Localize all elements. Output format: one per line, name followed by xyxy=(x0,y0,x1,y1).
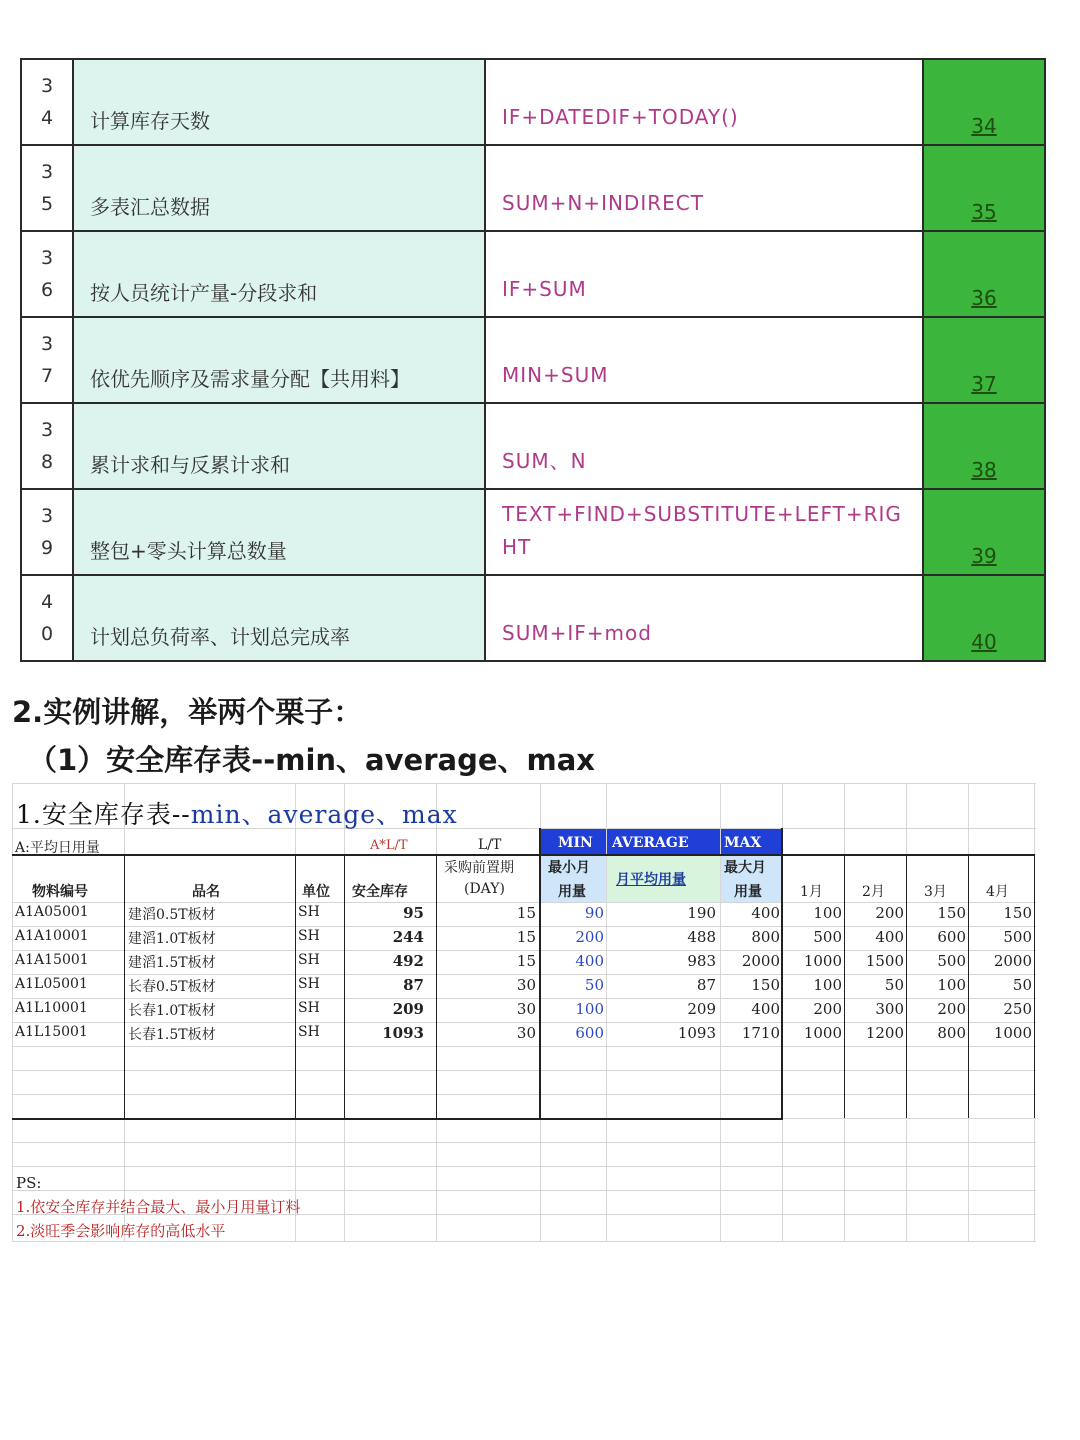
page-link-cell[interactable] xyxy=(923,317,1045,403)
cell-max: 1710 xyxy=(741,1024,780,1042)
cell-m1: 100 xyxy=(813,904,842,922)
grid-row-line xyxy=(12,950,1036,951)
col-avg: 月平均用量 xyxy=(616,872,686,888)
page-link-cell[interactable] xyxy=(923,575,1045,661)
label-al-formula: A*L/T xyxy=(370,838,408,853)
cell-min: 600 xyxy=(575,1024,604,1042)
index-row xyxy=(21,145,1045,231)
cell-m4: 150 xyxy=(1003,904,1032,922)
row-number-digit-2: 9 xyxy=(40,537,54,559)
grid-row-line xyxy=(12,1166,1036,1167)
sheet-title: 1.安全库存表--min、average、max xyxy=(16,800,458,829)
cell-safe: 492 xyxy=(392,952,424,970)
cell-m2: 50 xyxy=(884,976,904,994)
page-link-cell[interactable] xyxy=(923,489,1045,575)
cell-code: A1L15001 xyxy=(15,1024,88,1040)
page-link-cell[interactable] xyxy=(923,59,1045,145)
cell-m1: 1000 xyxy=(803,1024,842,1042)
col-month-3: 3月 xyxy=(924,884,947,900)
cell-max: 2000 xyxy=(741,952,780,970)
formula-cell: TEXT+FIND+SUBSTITUTE+LEFT+RIGHT xyxy=(485,489,923,575)
row-number-digit-2: 4 xyxy=(40,107,54,129)
grid-row-line xyxy=(12,1094,1036,1095)
data-col-border xyxy=(124,854,125,1118)
col-lead-time-unit: (DAY) xyxy=(464,881,505,897)
col-month-2: 2月 xyxy=(862,884,885,900)
cell-avg: 190 xyxy=(687,904,716,922)
cell-m2: 200 xyxy=(875,904,904,922)
row-number-digit-1: 3 xyxy=(40,161,54,183)
row-number xyxy=(21,575,73,661)
page-link-cell[interactable] xyxy=(923,403,1045,489)
cell-avg: 1093 xyxy=(677,1024,716,1042)
grid-row-line xyxy=(12,998,1036,999)
cell-m4: 2000 xyxy=(993,952,1032,970)
cell-m4: 1000 xyxy=(993,1024,1032,1042)
section-heading: 2.实例讲解，举两个栗子： xyxy=(12,695,363,729)
row-number-digit-1: 3 xyxy=(40,419,54,441)
index-row xyxy=(21,489,1045,575)
col-name: 品名 xyxy=(192,884,220,900)
row-number-digit-1: 3 xyxy=(40,333,54,355)
cell-avg: 87 xyxy=(696,976,716,994)
topic-cell: 整包+零头计算总数量 xyxy=(73,489,485,575)
hdr-min: MIN xyxy=(558,835,593,851)
cell-safe: 1093 xyxy=(382,1024,424,1042)
label-lt: L/T xyxy=(478,837,502,853)
row-number-digit-1: 4 xyxy=(40,591,54,613)
cell-m2: 1200 xyxy=(865,1024,904,1042)
subsection-heading: （1）安全库存表--min、average、max xyxy=(28,743,595,777)
col-month-1: 1月 xyxy=(800,884,823,900)
cell-max: 800 xyxy=(751,928,780,946)
grid-row-line xyxy=(12,926,1036,927)
cell-name: 建滔0.5T板材 xyxy=(128,907,216,923)
topic-cell: 计划总负荷率、计划总完成率 xyxy=(73,575,485,661)
data-col-border xyxy=(295,854,296,1118)
page-link[interactable]: 36 xyxy=(971,286,997,310)
cell-max: 150 xyxy=(751,976,780,994)
cell-m3: 100 xyxy=(937,976,966,994)
formula-cell: SUM+N+INDIRECT xyxy=(485,145,923,231)
topic-cell: 多表汇总数据 xyxy=(73,145,485,231)
cell-min: 200 xyxy=(575,928,604,946)
formula-cell: MIN+SUM xyxy=(485,317,923,403)
label-avg-daily: A:平均日用量 xyxy=(15,840,100,856)
formula-cell: IF+DATEDIF+TODAY() xyxy=(485,59,923,145)
row-number-digit-2: 8 xyxy=(40,451,54,473)
row-number-digit-1: 3 xyxy=(40,75,54,97)
index-row xyxy=(21,575,1045,661)
grid-row-line xyxy=(12,1046,1036,1047)
page-link[interactable]: 35 xyxy=(971,200,997,224)
cell-m2: 300 xyxy=(875,1000,904,1018)
col-unit: 单位 xyxy=(302,884,330,900)
stat-left-border xyxy=(539,828,541,1120)
cell-lead: 30 xyxy=(516,976,536,994)
topic-cell: 依优先顺序及需求量分配【共用料】 xyxy=(73,317,485,403)
cell-safe: 244 xyxy=(392,928,424,946)
row-number xyxy=(21,317,73,403)
row-number-digit-2: 0 xyxy=(40,623,54,645)
col-min-1: 最小月 xyxy=(548,860,590,876)
formula-cell: IF+SUM xyxy=(485,231,923,317)
formula-cell: SUM、N xyxy=(485,403,923,489)
cell-avg: 209 xyxy=(687,1000,716,1018)
safety-stock-sheet xyxy=(12,783,1036,1243)
grid-row-line xyxy=(12,1142,1036,1143)
col-safety-stock: 安全库存 xyxy=(352,884,408,900)
grid-row-line xyxy=(12,1022,1036,1023)
ps-note-2: 2.淡旺季会影响库存的高低水平 xyxy=(16,1222,226,1240)
row-number xyxy=(21,231,73,317)
cell-m3: 200 xyxy=(937,1000,966,1018)
index-table xyxy=(20,58,1046,662)
ps-title: PS: xyxy=(16,1174,42,1192)
cell-lead: 30 xyxy=(516,1024,536,1042)
row-number-digit-1: 3 xyxy=(40,247,54,269)
col-min-2: 用量 xyxy=(558,884,586,900)
cell-avg: 983 xyxy=(687,952,716,970)
cell-unit: SH xyxy=(298,904,320,920)
cell-unit: SH xyxy=(298,952,320,968)
page-link[interactable]: 37 xyxy=(971,372,997,396)
cell-min: 90 xyxy=(584,904,604,922)
cell-code: A1A15001 xyxy=(15,952,89,968)
grid-col-line xyxy=(12,783,13,1241)
page-link-cell[interactable] xyxy=(923,145,1045,231)
cell-m2: 1500 xyxy=(865,952,904,970)
cell-min: 400 xyxy=(575,952,604,970)
ps-notes xyxy=(16,1171,300,1243)
cell-code: A1A05001 xyxy=(15,904,89,920)
cell-m2: 400 xyxy=(875,928,904,946)
row-number-digit-2: 6 xyxy=(40,279,54,301)
cell-safe: 95 xyxy=(403,904,424,922)
cell-m4: 500 xyxy=(1003,928,1032,946)
grid-row-line xyxy=(12,974,1036,975)
cell-avg: 488 xyxy=(687,928,716,946)
cell-safe: 87 xyxy=(403,976,424,994)
cell-max: 400 xyxy=(751,904,780,922)
page-link[interactable]: 34 xyxy=(971,114,997,138)
cell-name: 建滔1.0T板材 xyxy=(128,931,216,947)
cell-m3: 600 xyxy=(937,928,966,946)
formula-cell: SUM+IF+mod xyxy=(485,575,923,661)
cell-name: 建滔1.5T板材 xyxy=(128,955,216,971)
cell-m4: 50 xyxy=(1012,976,1032,994)
cell-code: A1L05001 xyxy=(15,976,88,992)
grid-row-line xyxy=(12,902,1036,903)
table-bottom-border xyxy=(12,1118,782,1120)
row-number xyxy=(21,145,73,231)
index-row xyxy=(21,403,1045,489)
page-link-cell[interactable] xyxy=(923,231,1045,317)
cell-m3: 500 xyxy=(937,952,966,970)
cell-min: 100 xyxy=(575,1000,604,1018)
cell-name: 长春0.5T板材 xyxy=(128,979,216,995)
row-number-digit-2: 7 xyxy=(40,365,54,387)
page-link[interactable]: 38 xyxy=(971,458,997,482)
index-row xyxy=(21,317,1045,403)
page-link[interactable]: 40 xyxy=(971,630,997,654)
topic-cell: 计算库存天数 xyxy=(73,59,485,145)
col-max-2: 用量 xyxy=(734,884,762,900)
cell-lead: 15 xyxy=(516,904,536,922)
hdr-max: MAX xyxy=(724,835,762,851)
stat-right-border xyxy=(781,828,783,1120)
cell-m3: 800 xyxy=(937,1024,966,1042)
cell-m3: 150 xyxy=(937,904,966,922)
cell-max: 400 xyxy=(751,1000,780,1018)
cell-min: 50 xyxy=(584,976,604,994)
col-lead-time: 采购前置期 xyxy=(444,860,514,876)
grid-row-line xyxy=(12,783,1036,784)
cell-code: A1A10001 xyxy=(15,928,89,944)
cell-unit: SH xyxy=(298,1024,320,1040)
ps-note-1: 1.依安全库存并结合最大、最小月用量订料 xyxy=(16,1198,301,1216)
cell-unit: SH xyxy=(298,1000,320,1016)
index-row xyxy=(21,231,1045,317)
cell-lead: 30 xyxy=(516,1000,536,1018)
cell-unit: SH xyxy=(298,928,320,944)
grid-row-line xyxy=(12,1070,1036,1071)
cell-m4: 250 xyxy=(1003,1000,1032,1018)
cell-unit: SH xyxy=(298,976,320,992)
col-max-1: 最大月 xyxy=(724,860,766,876)
cell-lead: 15 xyxy=(516,928,536,946)
hdr-average: AVERAGE xyxy=(612,835,689,851)
row-number xyxy=(21,489,73,575)
cell-name: 长春1.0T板材 xyxy=(128,1003,216,1019)
row-number xyxy=(21,403,73,489)
cell-m1: 1000 xyxy=(803,952,842,970)
header-border xyxy=(12,854,1034,856)
cell-m1: 200 xyxy=(813,1000,842,1018)
col-month-4: 4月 xyxy=(986,884,1009,900)
cell-m1: 100 xyxy=(813,976,842,994)
row-number-digit-2: 5 xyxy=(40,193,54,215)
index-row xyxy=(21,59,1045,145)
page-link[interactable]: 39 xyxy=(971,544,997,568)
row-number xyxy=(21,59,73,145)
sheet-right-border xyxy=(1034,854,1035,1118)
topic-cell: 累计求和与反累计求和 xyxy=(73,403,485,489)
cell-safe: 209 xyxy=(392,1000,424,1018)
cell-m1: 500 xyxy=(813,928,842,946)
cell-code: A1L10001 xyxy=(15,1000,88,1016)
col-code: 物料编号 xyxy=(32,884,88,900)
topic-cell: 按人员统计产量-分段求和 xyxy=(73,231,485,317)
row-number-digit-1: 3 xyxy=(40,505,54,527)
cell-lead: 15 xyxy=(516,952,536,970)
cell-name: 长春1.5T板材 xyxy=(128,1027,216,1043)
